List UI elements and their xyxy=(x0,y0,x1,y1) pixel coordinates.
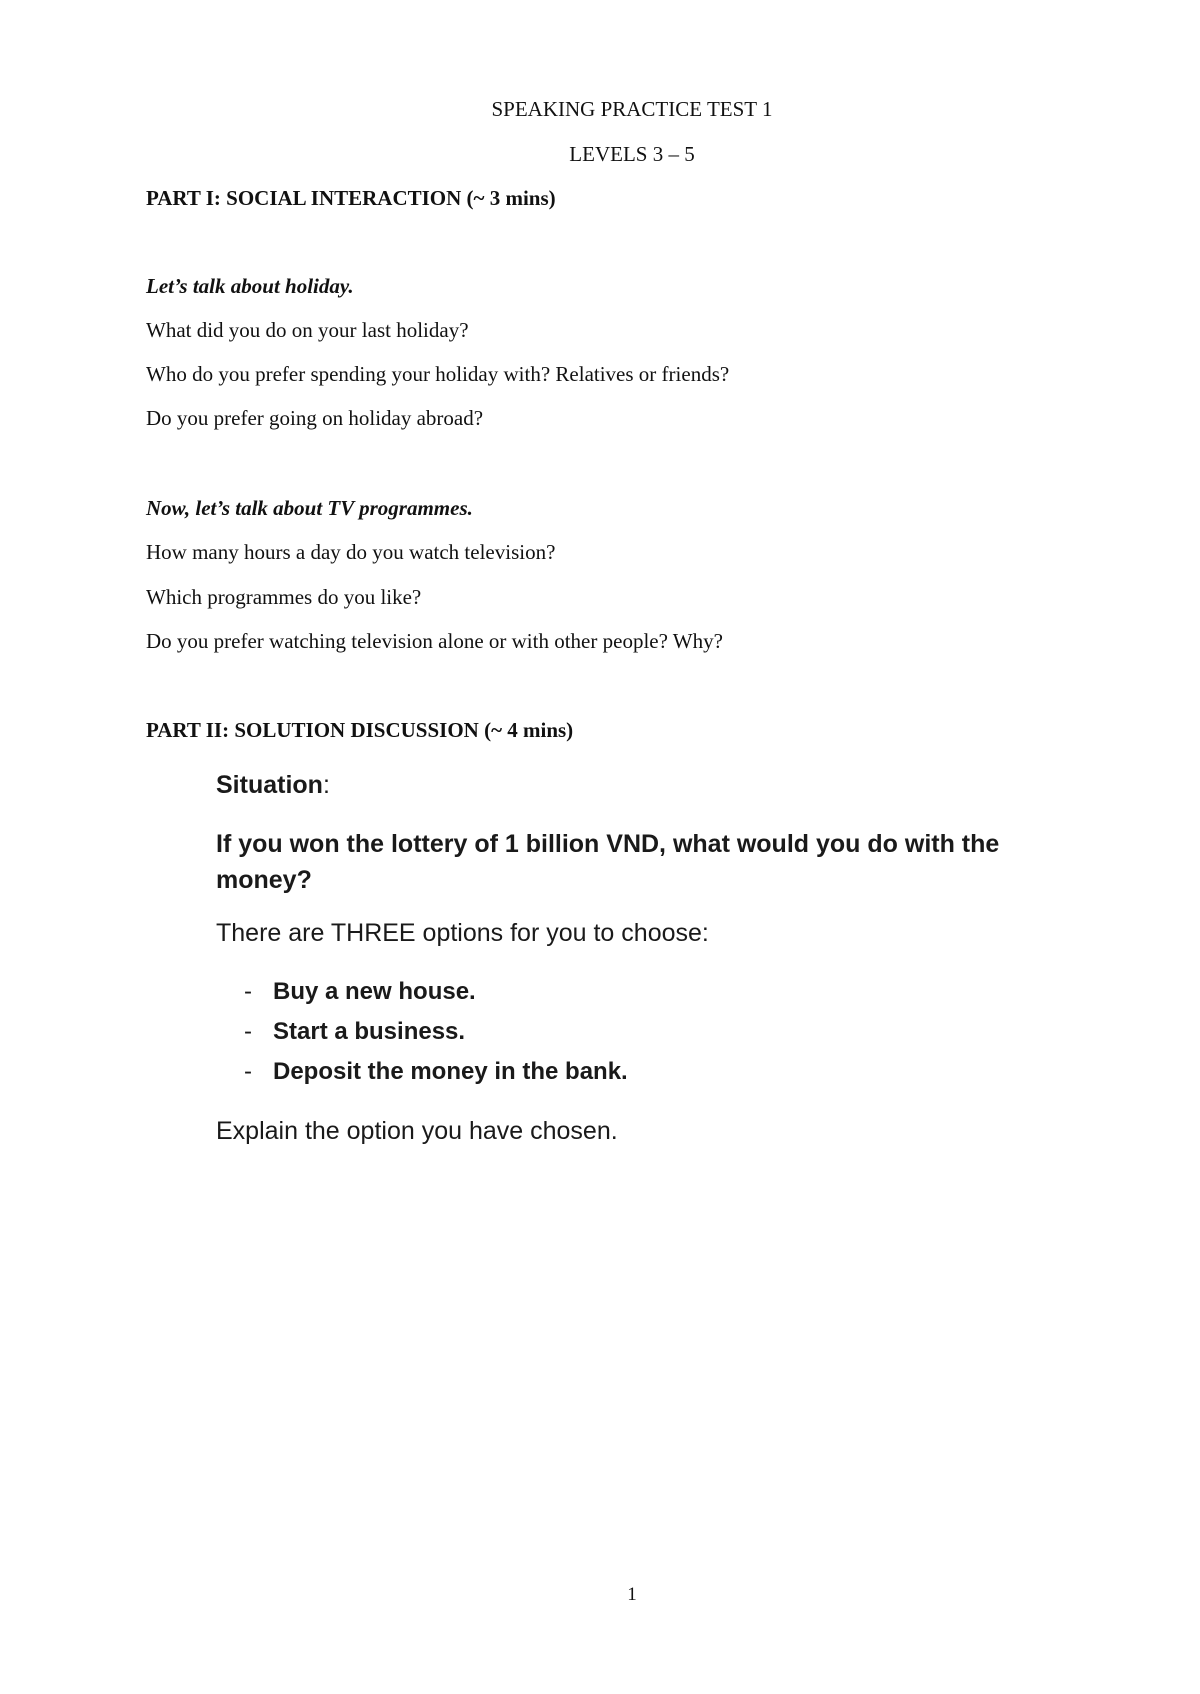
topic2-question-3: Do you prefer watching television alone or with other people? Why? xyxy=(146,629,723,653)
topic2-intro: Now, let’s talk about TV programmes. xyxy=(146,496,473,520)
topic1-question-3: Do you prefer going on holiday abroad? xyxy=(146,406,484,430)
topic1-intro: Let’s talk about holiday. xyxy=(146,274,354,298)
list-item xyxy=(216,1012,1036,1052)
dash-bullet: - xyxy=(244,978,252,1005)
test-title: SPEAKING PRACTICE TEST 1 xyxy=(491,97,773,121)
situation-question: If you won the lottery of 1 billion VND, what would you do with the money? xyxy=(216,830,1000,894)
list-item xyxy=(216,1052,1036,1092)
situation-title xyxy=(216,770,1036,800)
list-item xyxy=(216,972,1036,1012)
topic2-question-2: Which programmes do you like? xyxy=(146,585,422,609)
situation-colon: : xyxy=(322,771,330,799)
topic2-question-1: How many hours a day do you watch television? xyxy=(146,540,556,564)
levels-label: LEVELS 3 – 5 xyxy=(569,142,695,166)
part2-heading: PART II: SOLUTION DISCUSSION (~ 4 mins) xyxy=(146,718,574,742)
options-list xyxy=(216,972,1036,1092)
dash-bullet: - xyxy=(244,1058,252,1085)
page-number: 1 xyxy=(627,1584,637,1605)
dash-bullet: - xyxy=(244,1018,252,1045)
options-outro: Explain the option you have chosen. xyxy=(216,1117,618,1145)
options-intro: There are THREE options for you to choose: xyxy=(216,919,709,947)
option-text: Buy a new house. xyxy=(273,978,476,1005)
topic1-question-1: What did you do on your last holiday? xyxy=(146,318,469,342)
option-text: Deposit the money in the bank. xyxy=(273,1058,628,1085)
situation-label: Situation xyxy=(216,771,323,799)
situation-box xyxy=(216,770,1036,1146)
part1-heading: PART I: SOCIAL INTERACTION (~ 3 mins) xyxy=(146,186,556,210)
topic1-question-2: Who do you prefer spending your holiday with? Relatives or friends? xyxy=(146,362,730,386)
option-text: Start a business. xyxy=(273,1018,466,1045)
